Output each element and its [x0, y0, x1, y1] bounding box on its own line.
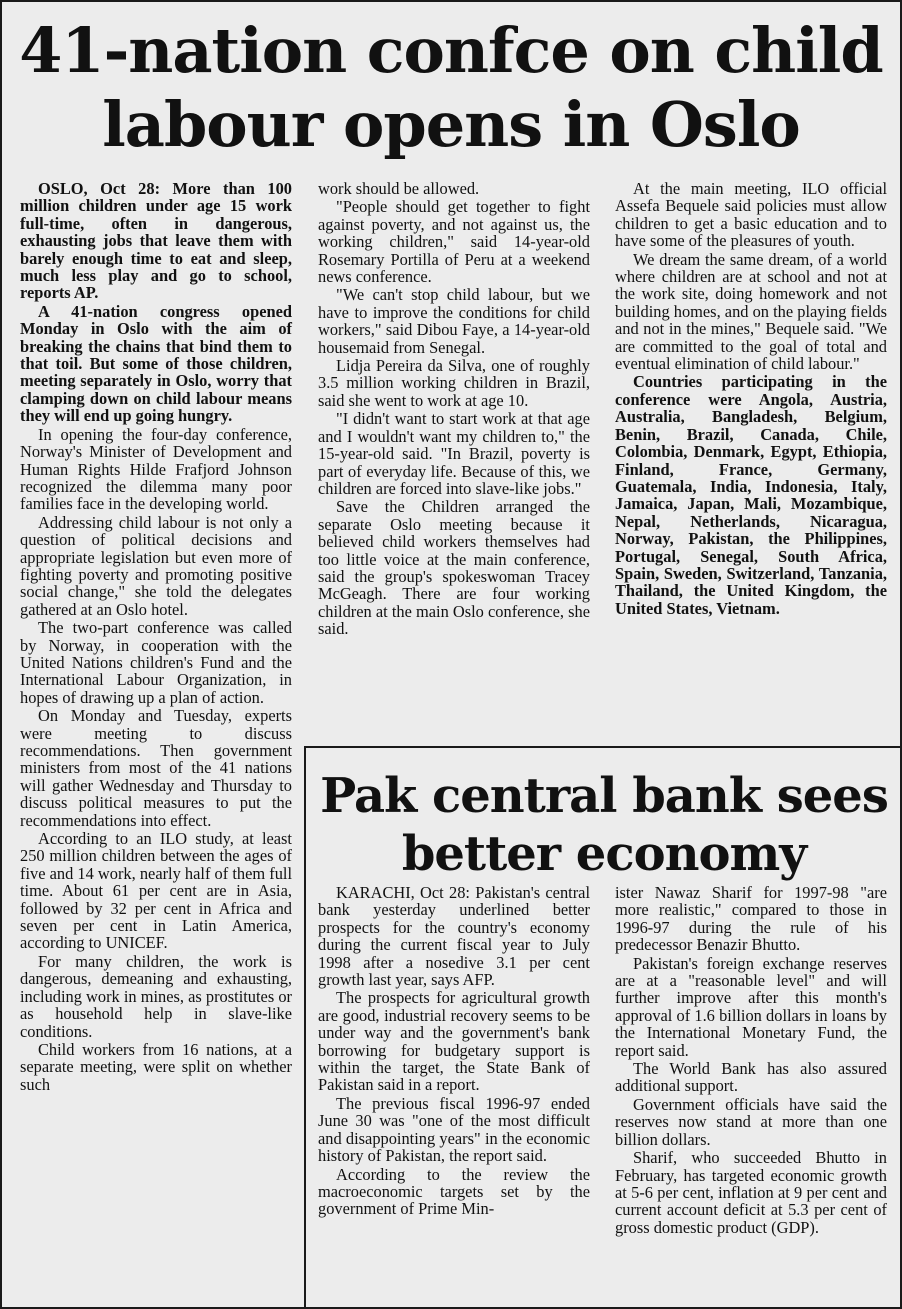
story1-paragraph: For many children, the work is dangerous, demeaning and exhausting, including work in mines, as prostitutes or as household help in slave-like conditions. [20, 951, 292, 1041]
story1-paragraph: According to an ILO study, at least 250 million children between the ages of five and 14 work, nearly half of them full time. About 61 per cent are in Asia, followed by 32 per cent in Africa and seven per cent in Latin America, according to UNICEF. [20, 829, 292, 953]
story1-column-2 [318, 180, 590, 638]
story2-headline-line2: better economy [401, 826, 807, 882]
story1-headline-line1: 41-nation confce on child [19, 14, 883, 87]
story2-paragraph: The prospects for agricultural growth are good, industrial recovery seems to be under way and the government's bank borrowing for budgetary support is within the target, the State Bank of Pakistan said in a report. [318, 988, 590, 1095]
story1-headline-line2: labour opens in Oslo [102, 88, 800, 161]
story1-lead-paragraph: OSLO, Oct 28: More than 100 million children under age 15 work full-time, often in dangerous, exhausting jobs that leave them with barely enough time to eat and sleep, much less play and go to school, reports AP. [20, 179, 292, 303]
story1-paragraph: Child workers from 16 nations, at a separate meeting, were split on whether such [20, 1039, 292, 1094]
story1-paragraph: Save the Children arranged the separate Oslo meeting because it believed child workers themselves had too little voice at the main conference, said the group's spokeswoman Tracey McGeagh. There are four working children at the main Oslo conference, she said. [318, 497, 590, 639]
story2-paragraph: Sharif, who succeeded Bhutto in February, has targeted economic growth at 5-6 per cent, inflation at 9 per cent and current account deficit at 5.3 per cent of gross domestic product (GDP). [615, 1148, 887, 1237]
story1-country-list: Countries participating in the conference were Angola, Austria, Australia, Bangladesh, Belgium, Benin, Brazil, Canada, Chile, Colombia, Denmark, Egypt, Ethiopia, Finland, France, Germany, Guatemala, India, Indonesia, Italy, Jamaica, Japan, Mali, Mozambique, Nepal, Netherlands, Nicaragua, Norway, Pakistan, the Philippines, Portugal, Senegal, South Africa, Spain, Sweden, Switzerland, Tanzania, Thailand, the United Kingdom, the United States, Vietnam. [615, 372, 887, 618]
story2-paragraph: The World Bank has also assured additional support. [615, 1059, 887, 1096]
story1-paragraph: On Monday and Tuesday, experts were meeting to discuss recommendations. Then government ministers from most of the 41 nations will gather Wednesday and Thursday to discuss political measures to put the recommendations into effect. [20, 706, 292, 830]
story1-paragraph: Lidja Pereira da Silva, one of roughly 3.5 million working children in Brazil, said she went to work at age 10. [318, 356, 590, 410]
story1-paragraph: "I didn't want to start work at that age and I wouldn't want my children to," the 15-year-old said. "In Brazil, poverty is part of everyday life. Because of this, we children are forced into slave-like jobs." [318, 409, 590, 498]
story1-paragraph: The two-part conference was called by Norway, in cooperation with the United Nations children's Fund and the International Labour Organization, in hopes of drawing up a plan of action. [20, 618, 292, 707]
story2-column-1 [318, 884, 590, 1218]
story1-paragraph: At the main meeting, ILO official Assefa Bequele said policies must allow children to get a basic education and to have some of the pleasures of youth. [615, 179, 887, 251]
story2-paragraph: The previous fiscal 1996-97 ended June 30 was "one of the most difficult and disappointing years" in the economic history of Pakistan, the report said. [318, 1093, 590, 1166]
story2-paragraph: Government officials have said the reserves now stand at more than one billion dollars. [615, 1094, 887, 1149]
story1-column-3 [615, 180, 887, 617]
story2-column-2 [615, 884, 887, 1236]
story2-paragraph: ister Nawaz Sharif for 1997-98 "are more realistic," compared to those in 1996-97 during the rule of his predecessor Benazir Bhutto. [615, 883, 887, 955]
story1-column-1 [20, 180, 292, 1305]
story1-paragraph: A 41-nation congress opened Monday in Oslo with the aim of breaking the chains that bind them to that toil. But some of those children, meeting separately in Oslo, worry that clamping down on child labour means they will end up going hungry. [20, 301, 292, 426]
story1-paragraph: work should be allowed. [318, 179, 480, 198]
story1-paragraph: "We can't stop child labour, but we have to improve the conditions for child workers," said Dibou Faye, a 14-year-old housemaid from Senegal. [318, 285, 590, 357]
story2-lead-paragraph: KARACHI, Oct 28: Pakistan's central bank yesterday underlined better prospects for the country's economy during the current fiscal year to July 1998 after a nosedive 3.1 per cent growth last year, says AFP. [318, 883, 590, 990]
story1-paragraph: In opening the four-day conference, Norway's Minister of Development and Human Rights Hilde Frafjord Johnson recognized the dilemma many poor families face in the developing world. [20, 424, 292, 514]
story2-paragraph: Pakistan's foreign exchange reserves are at a "reasonable level" and will further improve after this month's approval of 1.6 billion dollars in loans by the International Monetary Fund, the report said. [615, 953, 887, 1060]
story1-paragraph: Addressing child labour is not only a question of political decisions and appropriate legislation but even more of fighting poverty and promoting positive social change," she told the delegates gathered at an Oslo hotel. [20, 512, 292, 619]
story1-paragraph: We dream the same dream, of a world where children are at school and not at the work site, doing homework and not building homes, and on the playing fields and not in the mines," Bequele said. "We are committed to the goal of total and eventual elimination of child labour." [615, 249, 887, 374]
story2-headline-line1: Pak central bank sees [320, 768, 888, 824]
story2-paragraph: According to the review the macroeconomic targets set by the government of Prime Min- [318, 1164, 590, 1219]
story1-paragraph: "People should get together to fight against poverty, and not against us, the working children," said 14-year-old Rosemary Portilla of Peru at a weekend news conference. [318, 197, 590, 287]
